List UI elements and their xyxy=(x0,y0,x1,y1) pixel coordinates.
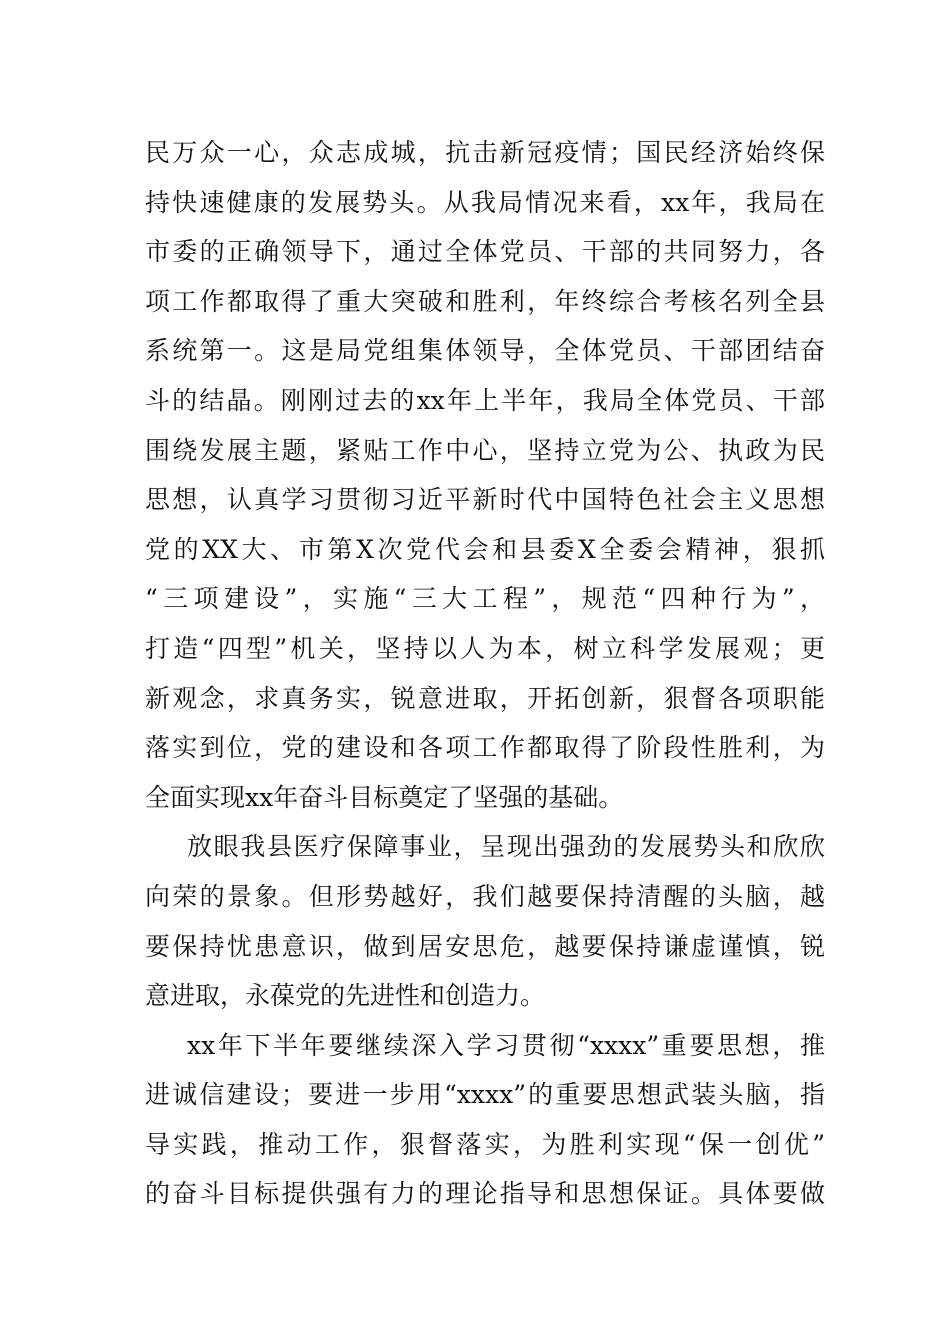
paragraph-line: 向荣的景象。但形势越好，我们越要保持清醒的头脑，越 xyxy=(145,881,825,911)
paragraph-line: 打造“四型”机关，坚持以人为本，树立科学发展观；更 xyxy=(145,633,825,663)
paragraph-line: 项工作都取得了重大突破和胜利，年终综合考核名列全县 xyxy=(145,286,825,316)
paragraph-line: 落实到位，党的建设和各项工作都取得了阶段性胜利，为 xyxy=(145,733,825,763)
paragraph-line: 系统第一。这是局党组集体领导，全体党员、干部团结奋 xyxy=(145,336,825,366)
paragraph-line: 民万众一心，众志成城，抗击新冠疫情；国民经济始终保 xyxy=(145,138,825,167)
paragraph-line: 的奋斗目标提供强有力的理论指导和思想保证。具体要做 xyxy=(145,1179,825,1209)
paragraph-line: 导实践，推动工作，狠督落实，为胜利实现“保一创优” xyxy=(145,1129,825,1159)
paragraph-line: 全面实现xx年奋斗目标奠定了坚强的基础。 xyxy=(145,782,624,812)
paragraph-line: 新观念，求真务实，锐意进取，开拓创新，狠督各项职能 xyxy=(145,683,825,713)
paragraph-line: “三项建设”，实施“三大工程”，规范“四种行为”， xyxy=(145,584,825,614)
paragraph-line: xx年下半年要继续深入学习贯彻“xxxx”重要思想，推 xyxy=(187,1030,825,1060)
paragraph-line: 持快速健康的发展势头。从我局情况来看，xx年，我局在 xyxy=(145,187,825,217)
paragraph-line: 党的XX大、市第X次党代会和县委X全委会精神，狠抓 xyxy=(145,534,825,564)
paragraph-line: 进诚信建设；要进一步用“xxxx”的重要思想武装头脑，指 xyxy=(145,1080,825,1110)
paragraph-line: 意进取，永葆党的先进性和创造力。 xyxy=(145,981,546,1011)
paragraph-line: 市委的正确领导下，通过全体党员、干部的共同努力，各 xyxy=(145,237,825,267)
paragraph-line: 放眼我县医疗保障事业，呈现出强劲的发展势头和欣欣 xyxy=(187,832,825,862)
paragraph-line: 斗的结晶。刚刚过去的xx年上半年，我局全体党员、干部 xyxy=(145,385,825,415)
document-body xyxy=(145,128,825,1219)
paragraph-line: 思想，认真学习贯彻习近平新时代中国特色社会主义思想 xyxy=(145,485,825,515)
paragraph-line: 围绕发展主题，紧贴工作中心，坚持立党为公、执政为民 xyxy=(145,435,825,465)
paragraph-line: 要保持忧患意识，做到居安思危，越要保持谦虚谨慎，锐 xyxy=(145,931,825,961)
